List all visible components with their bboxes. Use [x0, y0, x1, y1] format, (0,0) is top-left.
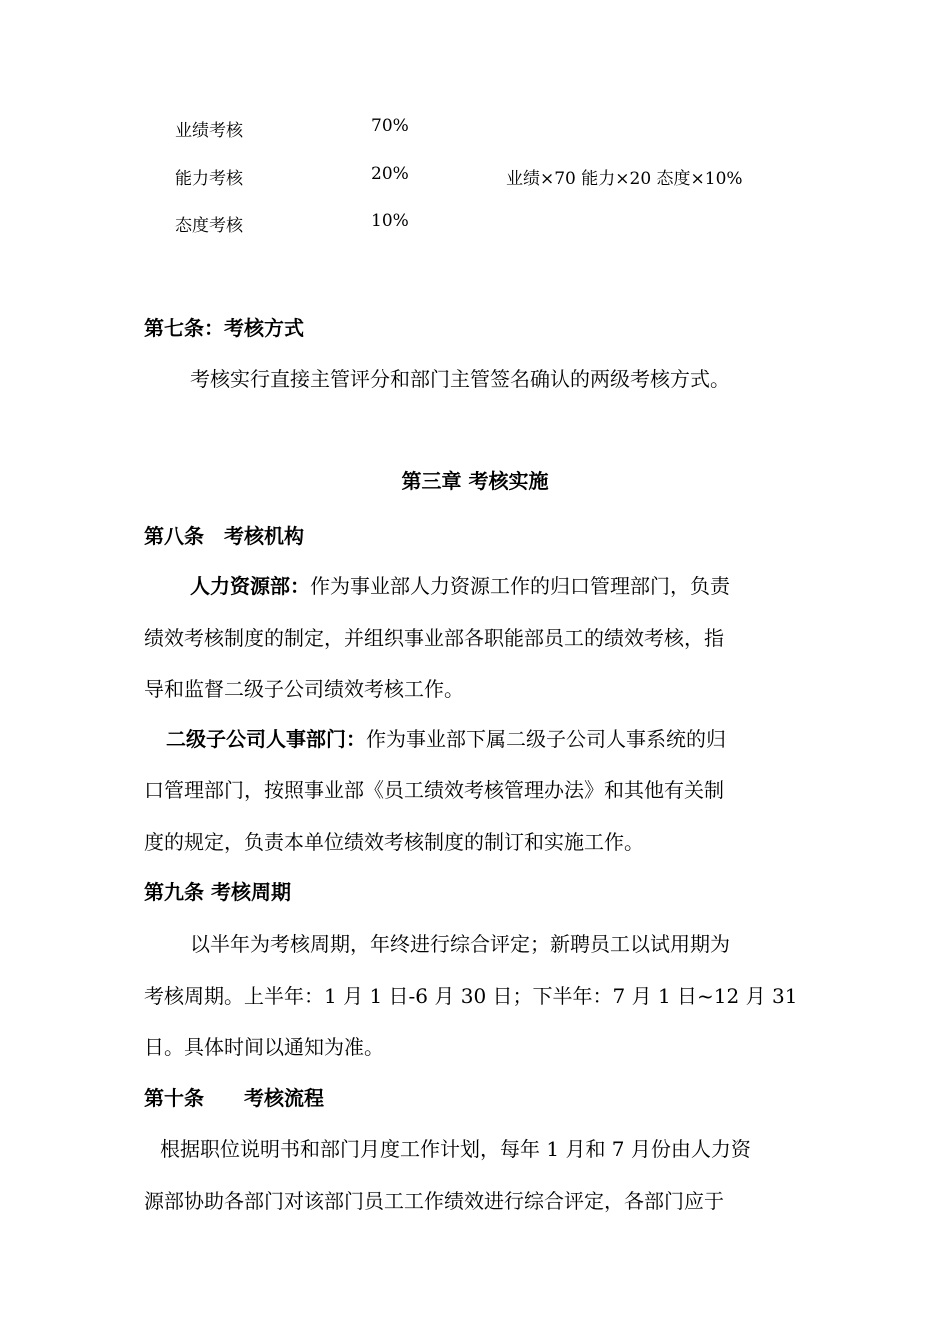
article-8-hr-label: 人力资源部： [190, 574, 310, 598]
article-8-sub-label: 二级子公司人事部门： [166, 727, 366, 751]
weight-name-performance: 业绩考核 [175, 121, 243, 141]
chapter-3-title: 第三章 考核实施 [401, 469, 549, 493]
weight-formula: 业绩×70 能力×20 态度×10% [506, 169, 743, 189]
article-8-hr-line-3: 导和监督二级子公司绩效考核工作。 [144, 677, 464, 701]
article-9-line-2: 考核周期。上半年：1 月 1 日-6 月 30 日；下半年：7 月 1 日~12 月 31 [144, 984, 798, 1008]
article-8-sub-line-3: 度的规定，负责本单位绩效考核制度的制订和实施工作。 [144, 830, 644, 854]
article-10-line-2: 源部协助各部门对该部门员工工作绩效进行综合评定，各部门应于 [144, 1189, 724, 1213]
weight-name-attitude: 态度考核 [175, 216, 243, 236]
article-9-line-1: 以半年为考核周期，年终进行综合评定；新聘员工以试用期为 [190, 932, 730, 956]
article-8-hr-line-2: 绩效考核制度的制定，并组织事业部各职能部员工的绩效考核，指 [144, 626, 724, 650]
article-10-title: 第十条 考核流程 [144, 1086, 324, 1110]
article-8-sub-line-1: 二级子公司人事部门：作为事业部下属二级子公司人事系统的归 [166, 727, 726, 751]
article-7-title: 第七条：考核方式 [144, 316, 304, 340]
weight-name-ability: 能力考核 [175, 169, 243, 189]
article-8-sub-line-2: 口管理部门，按照事业部《员工绩效考核管理办法》和其他有关制 [144, 778, 724, 802]
weight-pct-performance: 70% [371, 116, 409, 136]
article-9-line-3: 日。具体时间以通知为准。 [144, 1035, 384, 1059]
article-8-title: 第八条 考核机构 [144, 524, 304, 548]
weight-pct-attitude: 10% [371, 211, 409, 231]
weight-pct-ability: 20% [371, 164, 409, 184]
article-10-line-1: 根据职位说明书和部门月度工作计划，每年 1 月和 7 月份由人力资 [160, 1137, 751, 1161]
article-8-hr-line-1: 人力资源部：作为事业部人力资源工作的归口管理部门，负责 [190, 574, 730, 598]
article-7-text: 考核实行直接主管评分和部门主管签名确认的两级考核方式。 [190, 367, 730, 391]
article-9-title: 第九条 考核周期 [144, 880, 291, 904]
